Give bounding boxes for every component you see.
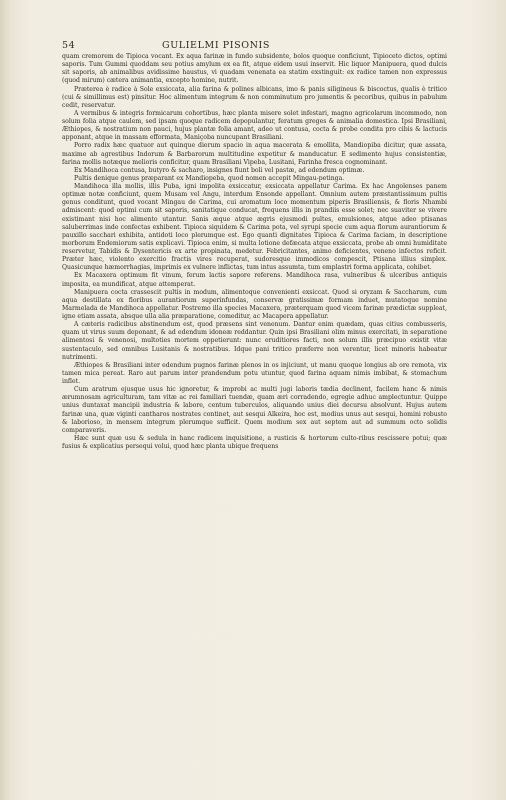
body-text (62, 53, 447, 775)
page-header (62, 40, 446, 52)
paragraph: Manipuera cocta crassescit pultis in modum, alimentoque convenienti exsiccat. Quod si oryzam & Saccharum, cum aqua destillata ex floribus aurantiorum superinfundas, conservæ gratissimæ formam induet, mutatoque nomine Marmelada de Mandihoca appellatur. Postremo illa species Macaxera, præterquam quod vicem farinæ prædictæ suppleat, igne etiam assata, absque ulla alia præparatione, comeditur, ac Macapera appellatur. (62, 288, 447, 320)
paragraph: Porro radix hæc quatuor aut quinque dierum spacio in aqua macerata & emollita, Mandiopiba dicitur, quæ assata, maxime ab agrestibus Indorum & Barbarorum multitudine expetitur & manducatur. E sedimento hujus consistentiæ, farina mollis notæque melioris conficitur, quam Brasiliani Vipeba, Lusitani, Farinha fresca cognominant. (62, 142, 447, 166)
paragraph: A vermibus & integris formicarum cohortibus, hæc planta misere solet infestari, magno agricolarum incommodo, non solum folia atque caulem, sed ipsam quoque radicem depopulantur, feratum greges & animalia domestica. Ipsi Brasiliani, Æthiopes, & nostratium non pauci, hujus plantæ folia amant, adeo ut contusa, cocta & probe condita pro cibis & lactucis apponant, atque in massam efformata, Maniçoba nuncupant Brasiliani. (62, 109, 447, 142)
paragraph: Ex Macaxera optimum fit vinum, ferum lactis sapore referens. Mandihoca rasa, vulneribus & ulceribus antiquis imposita, ea mundificat, atque attemperat. (62, 272, 447, 288)
paragraph: Præterea è radice à Sole exsiccata, alia farina & polines albicans, imo & panis siligineus & biscoctus, qualis è tritico (cui & simillimus est) pinsitur. Hoc alimentum integrum & non comminutum pro jumentis & pecoribus, quibus in pabulum cedit, reservatur. (62, 85, 447, 109)
paragraph: Ex Mandihoca contusa, butyro & sacharo, insignes fiunt boli vel pastæ, ad edendum optimæ. (74, 166, 365, 174)
paragraph: Æthiopes & Brasiliani inter edendum pugnos farinæ plenos in os injiciunt, ut manu quoque longius ab ore remota, vix tamen mica pereat. Raro aut parum inter prandendum potu utuntur, quod farina aquam nimis imbibat, & stomachum inflet. (62, 361, 447, 385)
running-title: GULIELMI PISONIS (162, 40, 271, 51)
paragraph: Mandihoca illa mollis, illis Puba, igni impolita exsiccatur, exsiccata appellatur Carima. Ex hac Angolenses panem optimæ notæ conficiunt, quem Musam vel Angu, interdum Ensonde appellant. Omnium autem præstantissimum pultis genus conditunt, quod vocant Mingau de Carima, cui aromatum loco momentum piperis Brasiliensis, & floris Nhambi admiscent: quod optimi cum sit saporis, sanitatique conducat, frequens illis in prandiis esse solet; nec suaviter se vivere existimant nisi hoc alimento utantur. Sanis æque atque ægris ejusmodi pultes, emulsiones, atque adeo ptisanas saluberrimas inde confectas exhibent. Tipioca siquidem & Carima pota, vel syrupi specie cum aqua florum aurantiorum & pauxillo sacchari exhibita, antidoti loco plerumque est. Ego quanti dignitates Tipioca & Carima faciam, in descriptione morborum Endemiorum satis explicavi. Tipioca enim, si multa lotione defæcata atque exsiccata, probe ab omni humiditate reservetur, Tabidis & Dysentericis ex arte propinata, medetur. Febricitantes, animo deficientes, veneno infectos reficit. Præter hæc, violento exercitio fractis vires recuperat, sudoresque immodicos compescit, Ptisana illius simplex. Quasicunque hæmorrhagias, imprimis ex vulnere inflictas, tum intus assumta, tum emplastri forma applicata, cohibet. (62, 183, 447, 272)
paragraph: quam cremorem de Tipioca vocant. Ex aqua farinæ in fundo subsidente, bolos quoque conficiunt, Tipioceto dictos, optimi saporis. Tum Gummi quoddam seu potius amylum ex ea fit, atque eidem usui inservit. Hic liquor Manipuera, quod dulcis sit saporis, ab animalibus avidissime haustus, vi quadam venenata ea statim exstinguit: ex radice tamen non expressus (quod mirum) cætera animantia, excepto homine, nutrit. (62, 53, 447, 85)
page-number: 54 (62, 40, 76, 51)
paragraph: Cum aratrum ejusque usus hic ignoretur, & improbi ac multi jugi laboris tædia declinent, facilem hanc & nimis ærumnosam agriculturam, tam vitæ ac rei familiari tuendæ, quam æri corradendo, egregie adhuc amplectuntur. Quippe unius duntaxat mancipii industria & labore, centum tuberculos, aliquando unius diei decursu absolvunt. Hujus autem farinæ una, quæ viginti cantharos nostrates continet, aut sesqui Alkeira, hoc est, modius unus aut sesqui, homini robusto & laborioso, in mensem integrum plerumque sufficit. Quem modium sex aut septem aut ad summum octo solidis comparaveris. (62, 386, 447, 434)
paragraph: A cæteris radicibus abstinendum est, quod præsens sint venenum. Dantur enim quædam, quas citius combusseris, quam ut virus suum deponant, & ad edendum idoneæ reddantur. Quin ipsi Brasiliani olim minus exercitati, in separatione alimentosi & venenosi, multoties mortem oppetierunt: nunc eruditiores facti, non solum illis præcipuo existit vitæ sustentaculo, sed omnibus Lusitanis & nostratibus. Idque pani tritico præferre non verentur, licet minoris habeatur nutrimenti. (62, 321, 447, 361)
paragraph: Hæc sunt quæ usu & sedula in hanc radicem inquisitione, a rusticis & hortorum culto-ribus rescissere potui; quæ fusius & explicatius persequi volui, quod hæc planta ubique frequens (62, 434, 447, 450)
paragraph: Pultis denique genus præparant ex Mandiopeba, quod nomen accepit Mingau-petinga. (74, 174, 345, 182)
